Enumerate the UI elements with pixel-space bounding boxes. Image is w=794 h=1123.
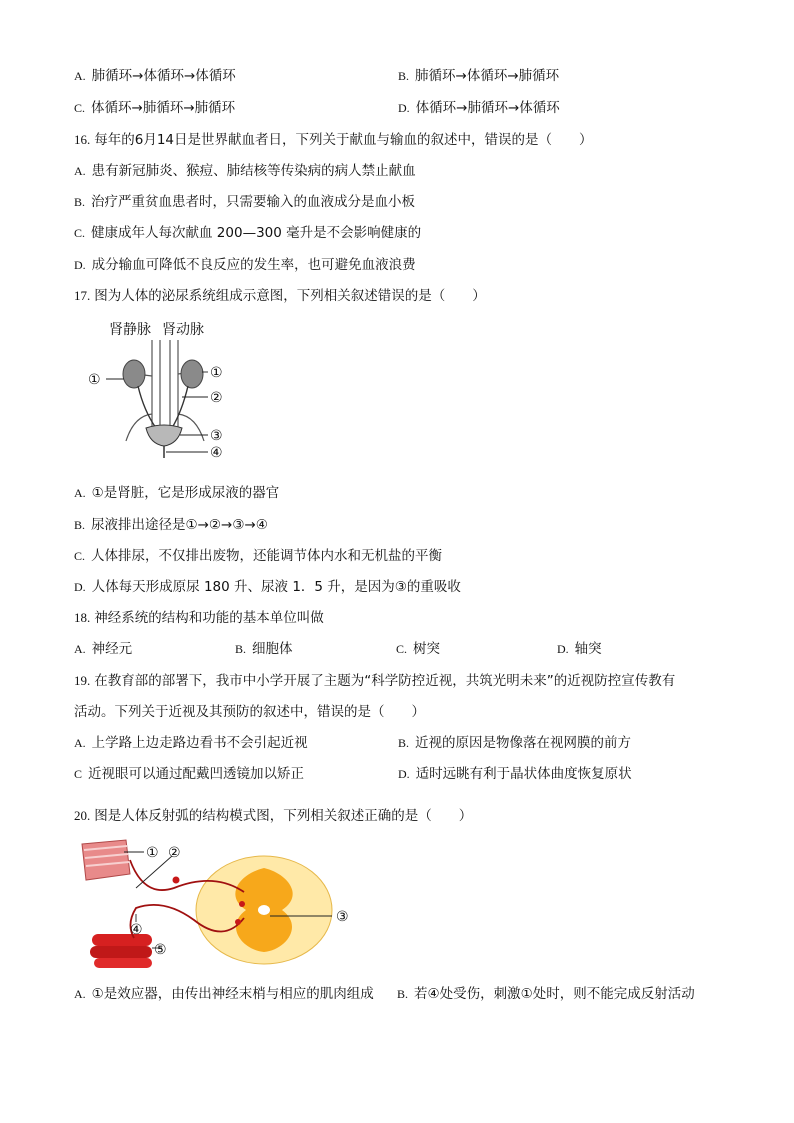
- option-text: 肺循环→体循环→肺循环: [415, 68, 560, 84]
- renal-vein-label: 肾静脉: [109, 322, 151, 338]
- muscle-effector: [90, 934, 152, 968]
- option-text: 上学路上边走路边看书不会引起近视: [91, 735, 308, 751]
- q17-option-b[interactable]: [74, 516, 268, 534]
- option-text: ①是效应器，由传出神经末梢与相应的肌肉组成: [91, 986, 374, 1002]
- marker-1-left: ①: [88, 372, 101, 388]
- marker-1-right: ①: [210, 365, 223, 381]
- reflex-arc-figure: [74, 834, 364, 974]
- option-label: C: [74, 767, 83, 781]
- option-label: A.: [74, 642, 86, 656]
- option-text: 神经元: [91, 641, 133, 657]
- option-text: 体循环→肺循环→体循环: [415, 100, 560, 116]
- option-text: 健康成年人每次献血 200—300 毫升是不会影响健康的: [91, 225, 422, 241]
- marker-2: ②: [168, 845, 181, 861]
- question-text: 活动。下列关于近视及其预防的叙述中，错误的是（ ）: [74, 704, 425, 720]
- option-text: 近视眼可以通过配戴凹透镜加以矫正: [88, 766, 305, 782]
- q20-stem: [74, 807, 472, 825]
- spinal-cord: [196, 856, 332, 964]
- q18-option-b[interactable]: [235, 640, 293, 658]
- left-kidney: [123, 360, 145, 388]
- option-label: B.: [235, 642, 247, 656]
- bladder: [146, 425, 182, 446]
- option-label: A.: [74, 736, 86, 750]
- option-label: A.: [74, 164, 86, 178]
- q15-option-d[interactable]: [398, 99, 560, 117]
- option-text: 若④处受伤，刺激①处时，则不能完成反射活动: [414, 986, 695, 1002]
- q16-option-c[interactable]: [74, 224, 421, 242]
- q19-option-a[interactable]: [74, 734, 308, 752]
- option-text: 适时远眺有利于晶状体曲度恢复原状: [415, 766, 632, 782]
- option-label: A.: [74, 69, 86, 83]
- option-label: D.: [74, 258, 86, 272]
- question-text: 在教育部的部署下，我市中小学开展了主题为“科学防控近视，共筑光明未来”的近视防控宣传教有: [94, 673, 676, 689]
- option-text: 体循环→肺循环→肺循环: [91, 100, 236, 116]
- option-label: B.: [398, 736, 410, 750]
- q15-option-c[interactable]: [74, 99, 235, 117]
- option-label: A.: [74, 987, 86, 1001]
- marker-5: ⑤: [154, 942, 167, 958]
- q17-stem: [74, 287, 486, 305]
- q17-option-c[interactable]: [74, 547, 442, 565]
- left-ureter: [138, 386, 156, 428]
- right-kidney: [181, 360, 203, 388]
- marker-2: ②: [210, 390, 223, 406]
- question-text: 神经系统的结构和功能的基本单位叫做: [94, 610, 324, 626]
- renal-artery-label: 肾动脉: [162, 322, 204, 338]
- option-label: B.: [397, 987, 409, 1001]
- option-label: C.: [74, 226, 86, 240]
- option-label: C.: [396, 642, 408, 656]
- option-label: B.: [398, 69, 410, 83]
- q16-option-d[interactable]: [74, 256, 416, 274]
- q17-option-d[interactable]: [74, 578, 461, 596]
- q17-option-a[interactable]: [74, 484, 279, 502]
- q19-option-b[interactable]: [398, 734, 631, 752]
- option-text: 患有新冠肺炎、猴痘、肺结核等传染病的病人禁止献血: [91, 163, 416, 179]
- urinary-system-figure: [84, 316, 254, 466]
- synapse-dot: [239, 901, 245, 907]
- option-text: 轴突: [574, 641, 602, 657]
- question-number: 18.: [74, 610, 91, 625]
- q20-option-b[interactable]: [397, 985, 695, 1003]
- marker-4: ④: [130, 922, 143, 938]
- synapse-dot-2: [235, 919, 241, 925]
- option-text: 人体排尿，不仅排出废物，还能调节体内水和无机盐的平衡: [91, 548, 443, 564]
- option-label: D.: [557, 642, 569, 656]
- q18-stem: [74, 609, 324, 627]
- option-text: 治疗严重贫血患者时，只需要输入的血液成分是血小板: [91, 194, 416, 210]
- q20-option-a[interactable]: [74, 985, 374, 1003]
- option-text: 细胞体: [252, 641, 293, 657]
- q16-option-b[interactable]: [74, 193, 415, 211]
- option-label: C.: [74, 549, 86, 563]
- right-ureter: [172, 386, 188, 428]
- q18-option-d[interactable]: [557, 640, 602, 658]
- option-text: 尿液排出途径是①→②→③→④: [91, 517, 268, 533]
- option-label: C.: [74, 101, 86, 115]
- option-text: ①是肾脏，它是形成尿液的器官: [91, 485, 280, 501]
- q16-option-a[interactable]: [74, 162, 416, 180]
- marker-1: ①: [146, 845, 159, 861]
- marker-3: ③: [336, 909, 349, 925]
- option-label: B.: [74, 518, 86, 532]
- skin-receptor: [82, 840, 130, 880]
- question-text: 图为人体的泌尿系统组成示意图，下列相关叙述错误的是（ ）: [94, 288, 486, 304]
- q19-option-d[interactable]: [398, 765, 632, 783]
- q19-stem-line2: [74, 703, 425, 721]
- question-number: 16.: [74, 132, 91, 147]
- q19-option-c[interactable]: [74, 765, 304, 783]
- question-text: 图是人体反射弧的结构模式图，下列相关叙述正确的是（ ）: [94, 808, 473, 824]
- marker-4: ④: [210, 445, 223, 461]
- option-label: D.: [74, 580, 86, 594]
- q15-option-a[interactable]: [74, 67, 236, 85]
- option-text: 肺循环→体循环→体循环: [91, 68, 236, 84]
- marker-3: ③: [210, 428, 223, 444]
- option-label: A.: [74, 486, 86, 500]
- question-number: 20.: [74, 808, 91, 823]
- question-number: 17.: [74, 288, 91, 303]
- option-text: 树突: [413, 641, 441, 657]
- question-text: 每年的6月14日是世界献血者日，下列关于献血与输血的叙述中，错误的是（ ）: [94, 132, 593, 148]
- option-label: D.: [398, 101, 410, 115]
- option-label: B.: [74, 195, 86, 209]
- q19-stem-line1: [74, 672, 675, 690]
- option-text: 人体每天形成原尿 180 升、尿液 1．5 升，是因为③的重吸收: [91, 579, 461, 595]
- q18-option-a[interactable]: [74, 640, 132, 658]
- question-number: 19.: [74, 673, 91, 688]
- q18-option-c[interactable]: [396, 640, 440, 658]
- option-text: 近视的原因是物像落在视网膜的前方: [415, 735, 632, 751]
- option-text: 成分输血可降低不良反应的发生率，也可避免血液浪费: [91, 257, 416, 273]
- ganglion: [173, 877, 180, 884]
- q16-stem: [74, 131, 593, 149]
- q15-option-b[interactable]: [398, 67, 559, 85]
- option-label: D.: [398, 767, 410, 781]
